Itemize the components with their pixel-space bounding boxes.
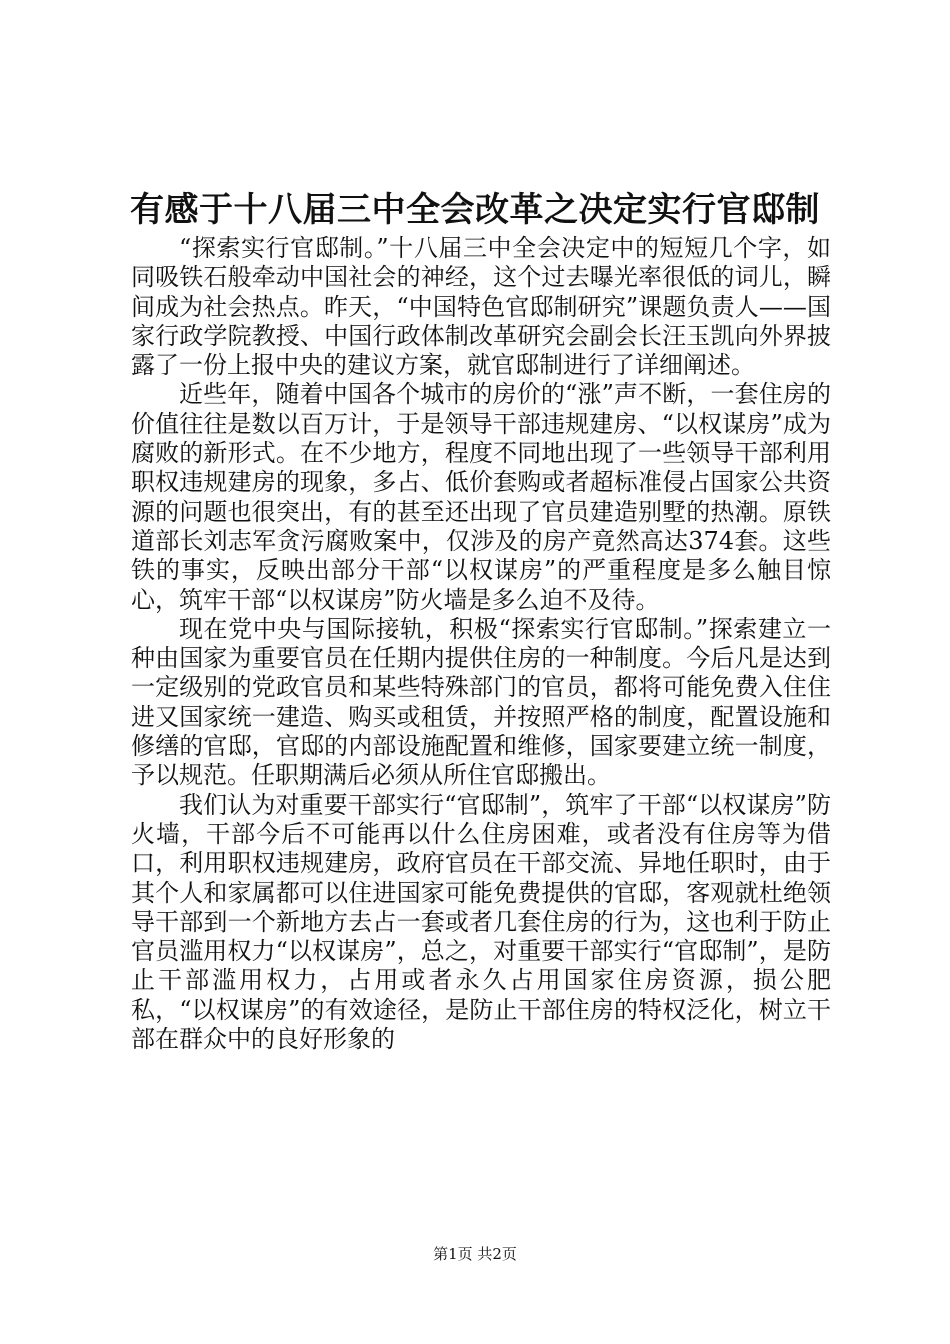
paragraph: 近些年，随着中国各个城市的房价的“涨”声不断，一套住房的价值往往是数以百万计，于是领导干部违规建房、“以权谋房”成为腐败的新形式。在不少地方，程度不同地出现了一些领导干部利用职权违规建房的现象，多占、低价套购或者超标准侵占国家公共资源的问题也很突出，有的甚至还出现了官员建造别墅的热潮。原铁道部长刘志军贪污腐败案中，仅涉及的房产竟然高达374套。这些铁的事实，反映出部分干部“以权谋房”的严重程度是多么触目惊心，筑牢干部“以权谋房”防火墙是多么迫不及待。: [131, 380, 831, 614]
paragraph: 我们认为对重要干部实行“官邸制”，筑牢了干部“以权谋房”防火墙，干部今后不可能再以什么住房困难，或者没有住房等为借口，利用职权违规建房，政府官员在干部交流、异地任职时，由于其个人和家属都可以住进国家可能免费提供的官邸，客观就杜绝领导干部到一个新地方去占一套或者几套住房的行为，这也利于防止官员滥用权力“以权谋房”，总之，对重要干部实行“官邸制”，是防止干部滥用权力，占用或者永久占用国家住房资源，损公肥私，“以权谋房”的有效途径，是防止干部住房的特权泛化，树立干部在群众中的良好形象的: [131, 790, 831, 1054]
document-title: 有感于十八届三中全会改革之决定实行官邸制: [130, 190, 820, 230]
page-number-footer: 第1页 共2页: [433, 1245, 517, 1263]
document-body: [131, 234, 831, 1054]
paragraph: “探索实行官邸制。”十八届三中全会决定中的短短几个字，如同吸铁石般牵动中国社会的神经，这个过去曝光率很低的词儿，瞬间成为社会热点。昨天，“中国特色官邸制研究”课题负责人——国家行政学院教授、中国行政体制改革研究会副会长汪玉凯向外界披露了一份上报中央的建议方案，就官邸制进行了详细阐述。: [131, 234, 831, 380]
paragraph: 现在党中央与国际接轨，积极“探索实行官邸制。”探索建立一种由国家为重要官员在任期内提供住房的一种制度。今后凡是达到一定级别的党政官员和某些特殊部门的官员，都将可能免费入住住进又国家统一建造、购买或租赁，并按照严格的制度，配置设施和修缮的官邸，官邸的内部设施配置和维修，国家要建立统一制度，予以规范。任职期满后必须从所住官邸搬出。: [131, 614, 831, 790]
